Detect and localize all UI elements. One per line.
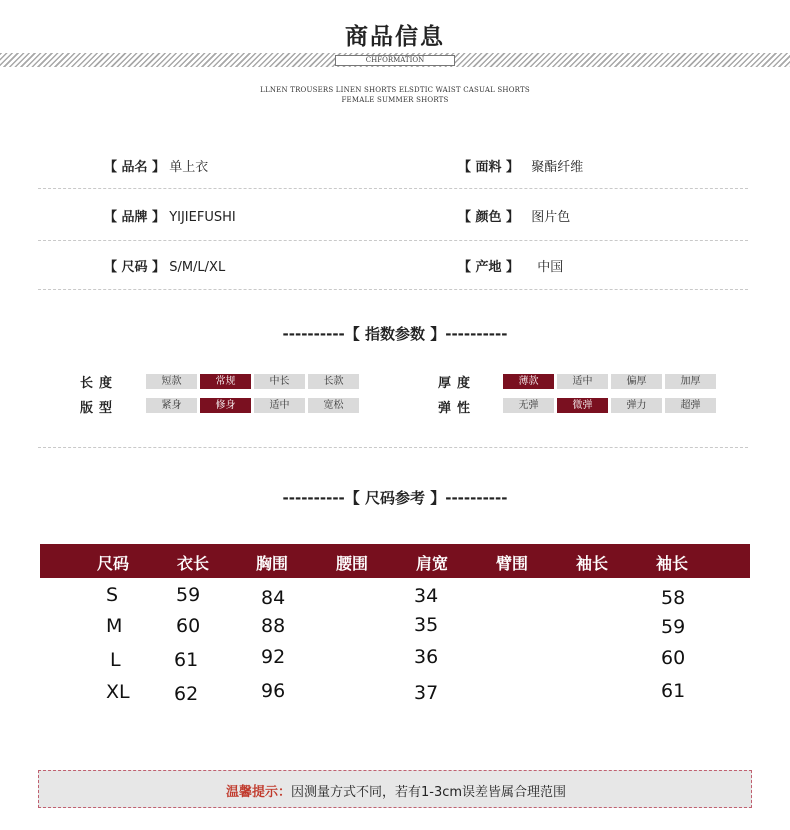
bust-cell: 92 (261, 646, 286, 668)
shoulder-cell: 34 (414, 585, 439, 607)
bust-cell: 88 (261, 615, 286, 637)
length-option: 长款 (308, 374, 359, 389)
column-header: 腰围 (336, 554, 369, 573)
info-name-label: 【 品名 】 (104, 160, 166, 175)
sleeve-cell: 61 (661, 680, 686, 702)
info-brand (104, 206, 236, 225)
info-brand-label: 【 品牌 】 (104, 210, 166, 225)
length-label: 长度 (80, 376, 119, 391)
tip-message: 因测量方式不同，若有1-3cm误差皆属合理范围 (290, 785, 567, 800)
subtitle-line-1: LLNEN TROUSERS LINEN SHORTS ELSDTIC WAIST CASUAL SHORTS (260, 86, 530, 94)
size-cell: M (106, 615, 123, 637)
column-header: 肩宽 (416, 554, 449, 573)
info-color (458, 206, 570, 225)
column-header: 袖长 (576, 554, 609, 573)
thickness-option: 偏厚 (611, 374, 662, 389)
thickness-option: 适中 (557, 374, 608, 389)
thickness-option: 薄款 (503, 374, 554, 389)
info-color-label: 【 颜色 】 (458, 210, 520, 225)
fit-option: 适中 (254, 398, 305, 413)
info-origin-label: 【 产地 】 (458, 260, 520, 275)
info-fabric-label: 【 面料 】 (458, 160, 520, 175)
fit-option: 紧身 (146, 398, 197, 413)
bust-cell: 96 (261, 680, 286, 702)
tip-text (39, 781, 753, 800)
shoulder-cell: 37 (414, 682, 439, 704)
divider (38, 188, 748, 189)
size-table-header (40, 544, 750, 578)
column-header: 衣长 (177, 554, 210, 573)
bust-cell: 84 (261, 587, 286, 609)
thickness-label: 厚度 (438, 376, 477, 391)
size-section-heading: ----------【 尺码参考 】---------- (282, 489, 508, 507)
info-origin (458, 256, 563, 275)
thickness-option: 加厚 (665, 374, 716, 389)
elasticity-option: 超弹 (665, 398, 716, 413)
divider (38, 447, 748, 448)
size-cell: S (106, 584, 119, 606)
tip-box (38, 770, 752, 808)
sleeve-cell: 60 (661, 647, 686, 669)
elasticity-option: 无弹 (503, 398, 554, 413)
info-color-value: 图片色 (531, 210, 571, 225)
length-cell: 62 (174, 683, 199, 705)
info-origin-value: 中国 (537, 260, 564, 275)
info-name-value: 单上衣 (169, 160, 209, 175)
index-section-heading: ----------【 指数参数 】---------- (282, 325, 508, 343)
info-size (104, 256, 225, 275)
info-brand-value: YIJIEFUSHI (169, 210, 236, 225)
header-label: CHFORMATION (335, 55, 455, 66)
info-size-value: S/M/L/XL (169, 260, 226, 275)
info-fabric-value: 聚酯纤维 (531, 160, 584, 175)
length-cell: 61 (174, 649, 199, 671)
subtitle-line-2: FEMALE SUMMER SHORTS (341, 96, 449, 104)
info-size-label: 【 尺码 】 (104, 260, 166, 275)
fit-option: 宽松 (308, 398, 359, 413)
page-title: 商品信息 (345, 23, 445, 50)
length-option: 常规 (200, 374, 251, 389)
column-header: 臂围 (496, 554, 529, 573)
length-cell: 60 (176, 615, 201, 637)
length-cell: 59 (176, 584, 201, 606)
size-cell: L (110, 649, 121, 671)
column-header: 袖长 (656, 554, 689, 573)
info-fabric (458, 156, 583, 175)
divider (38, 240, 748, 241)
column-header: 胸围 (256, 554, 289, 573)
divider (38, 289, 748, 290)
elasticity-option: 弹力 (611, 398, 662, 413)
elasticity-option: 微弹 (557, 398, 608, 413)
fit-option: 修身 (200, 398, 251, 413)
info-name (104, 156, 208, 175)
fit-label: 版型 (80, 401, 119, 416)
sleeve-cell: 58 (661, 587, 686, 609)
length-option: 中长 (254, 374, 305, 389)
length-option: 短款 (146, 374, 197, 389)
elasticity-label: 弹性 (438, 401, 477, 416)
size-cell: XL (106, 681, 130, 703)
tip-warning: 温馨提示： (225, 785, 291, 800)
shoulder-cell: 36 (414, 646, 439, 668)
shoulder-cell: 35 (414, 614, 439, 636)
sleeve-cell: 59 (661, 616, 686, 638)
column-header: 尺码 (97, 554, 130, 573)
